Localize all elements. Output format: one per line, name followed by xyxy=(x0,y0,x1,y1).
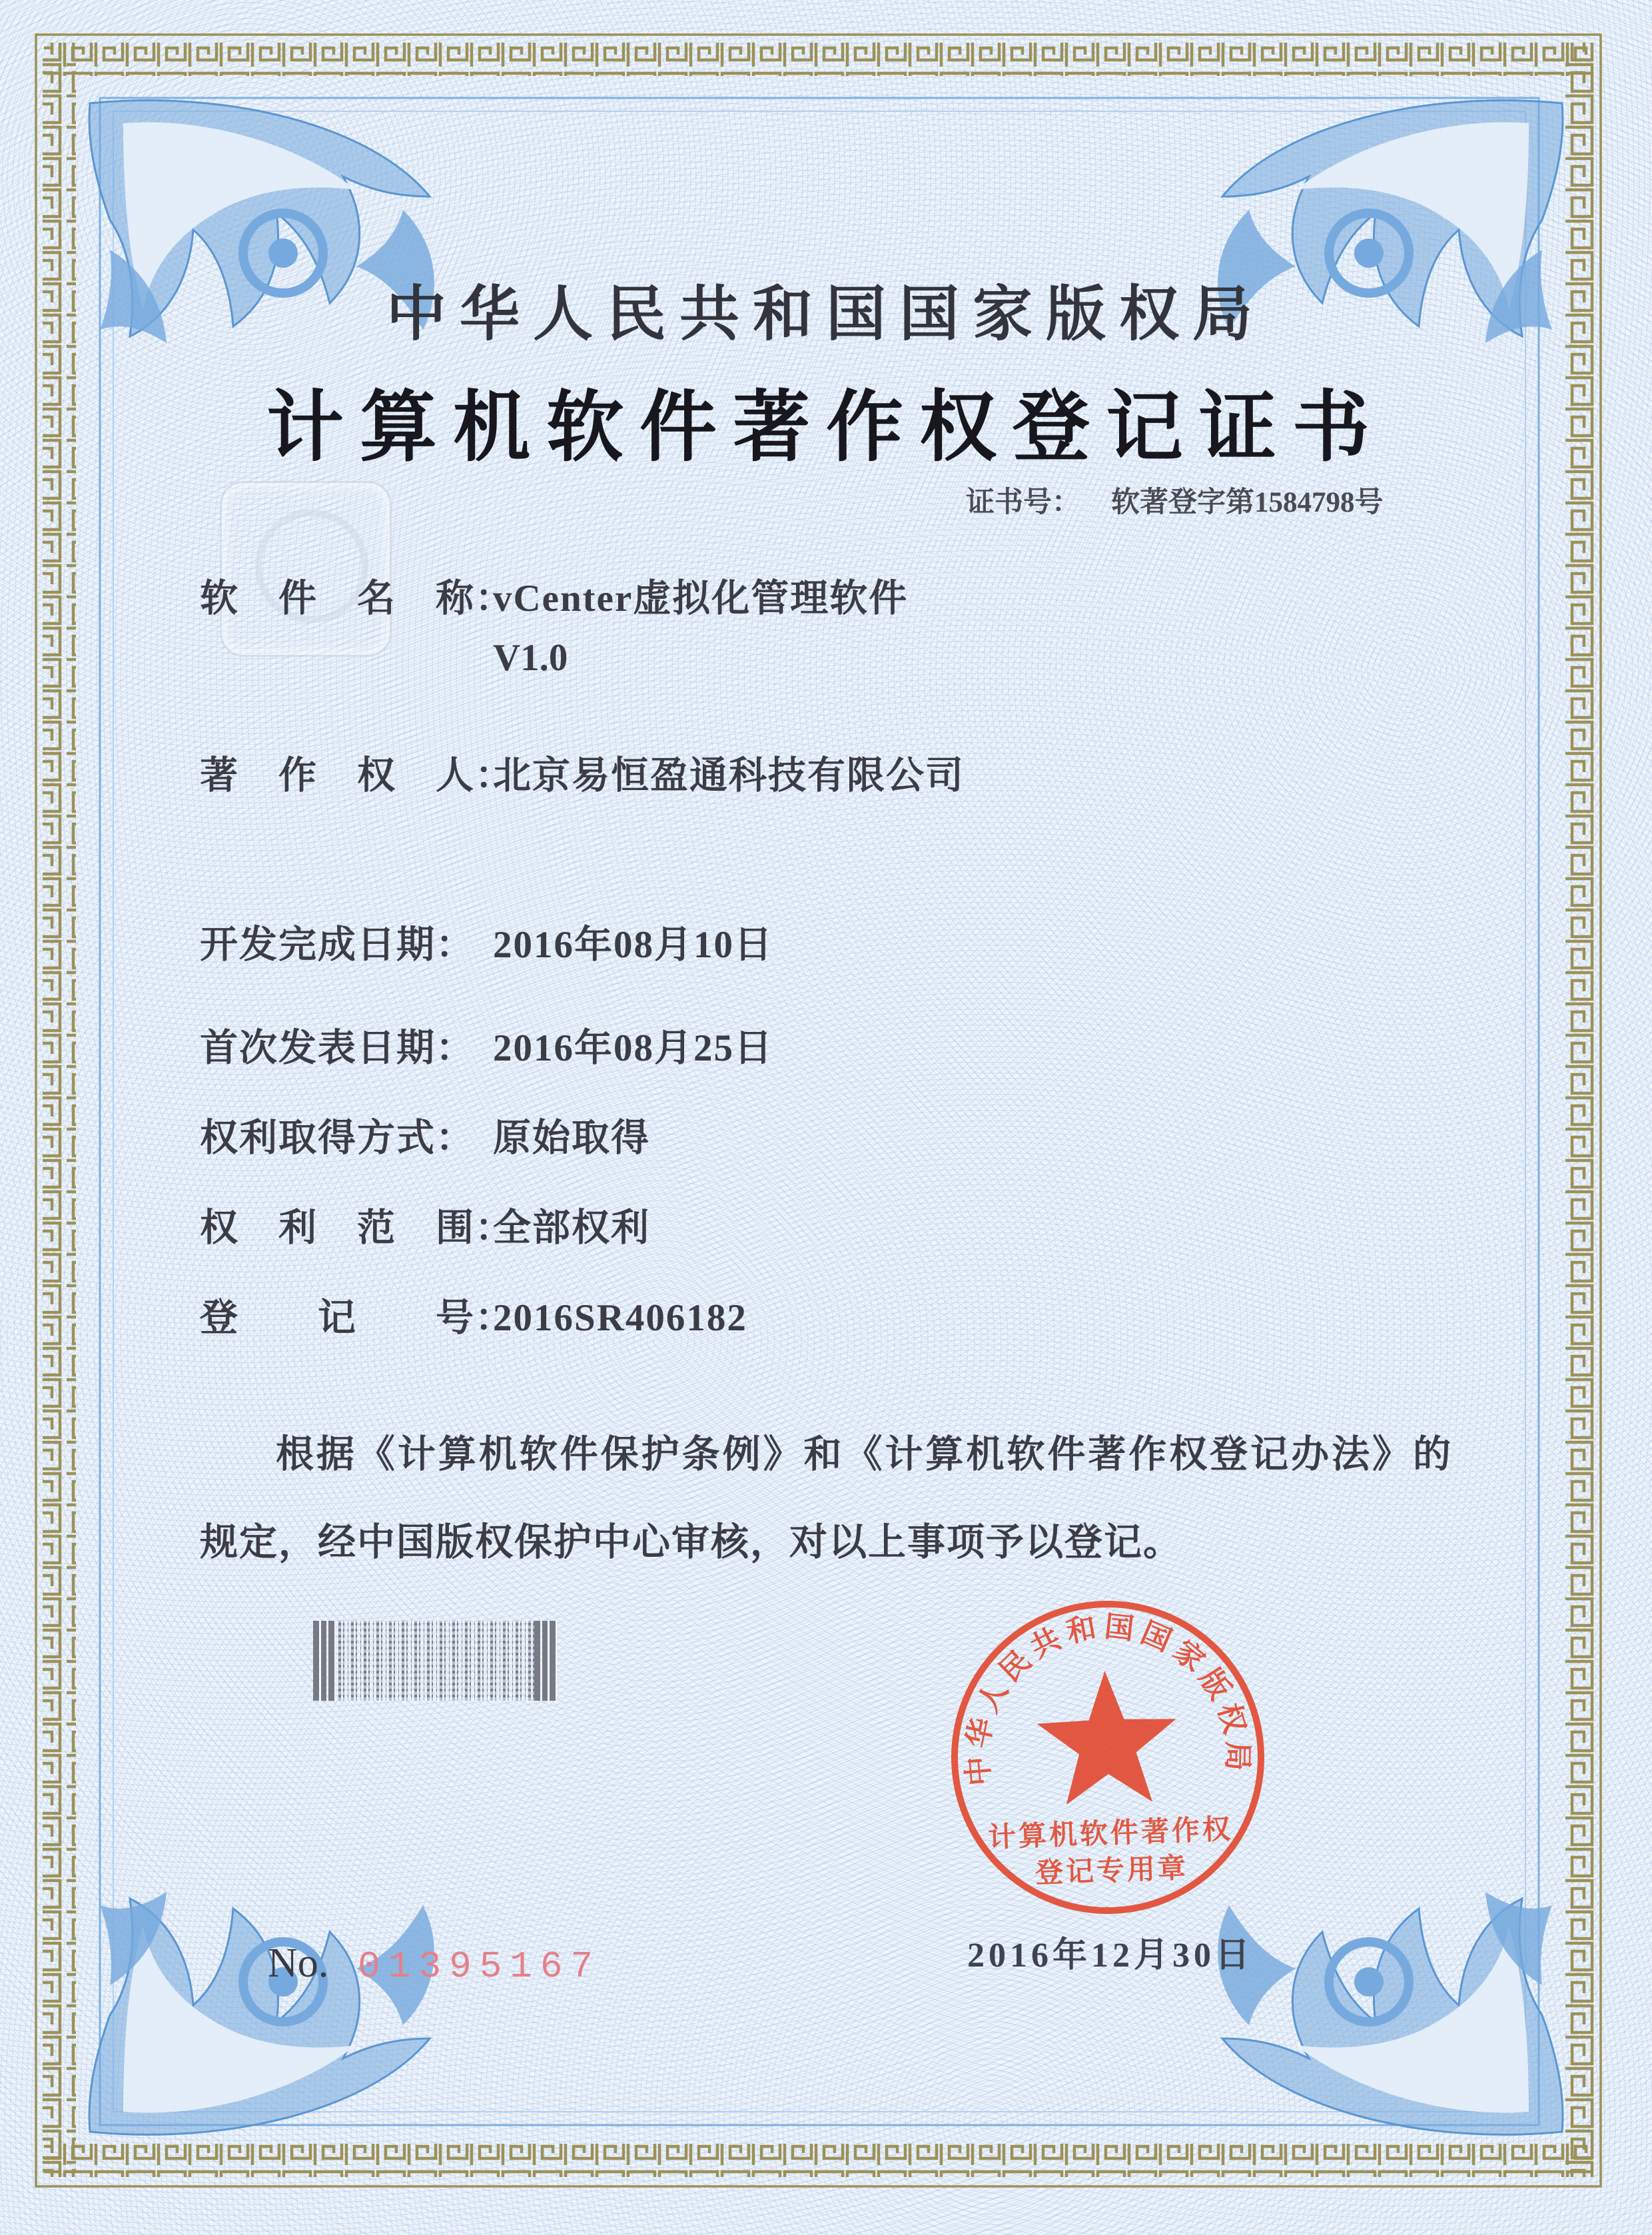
field-label: 权 利 范 围： xyxy=(200,1207,514,1249)
serial-number: 01395167 xyxy=(358,1945,602,1988)
registration-statement: 根据《计算机软件保护条例》和《计算机软件著作权登记办法》的规定，经中国版权保护中心审核，对以上事项予以登记。 xyxy=(200,1434,1452,1564)
field-value: vCenter虚拟化管理软件 xyxy=(493,578,909,620)
serial-label: No. xyxy=(268,1941,329,1986)
corner-ornament-bottom-left xyxy=(89,1892,434,2134)
certificate-number-value: 软著登字第1584798号 xyxy=(1111,487,1384,518)
stamp-caption-line1: 计算机软件著作权 xyxy=(987,1814,1234,1854)
field-first-publish-date xyxy=(200,1017,773,1072)
stamp-ring-text: 中华人民共和国国家版权局 xyxy=(961,1609,1254,1787)
field-label: 著 作 权 人： xyxy=(200,755,514,797)
field-label: 权利取得方式： xyxy=(200,1117,475,1159)
key-band-right xyxy=(1561,43,1594,2177)
issue-date: 2016年12月30日 xyxy=(967,1937,1254,1975)
field-registration-number xyxy=(200,1287,747,1342)
field-value: 2016年08月10日 xyxy=(493,924,773,966)
field-label: 开发完成日期： xyxy=(200,924,475,966)
field-label: 登 记 号： xyxy=(200,1297,514,1339)
pdf417-barcode xyxy=(313,1621,553,1701)
field-value: 2016SR406182 xyxy=(493,1297,747,1339)
field-label: 软 件 名 称： xyxy=(200,578,514,620)
corner-ornament-bottom-right xyxy=(1218,1892,1563,2134)
certificate-number-label: 证书号： xyxy=(966,487,1080,518)
field-software-name xyxy=(200,568,908,622)
serial-number-line xyxy=(268,1940,601,1988)
field-value: 原始取得 xyxy=(493,1117,650,1159)
key-band-top xyxy=(44,43,1593,76)
field-value: 北京易恒盈通科技有限公司 xyxy=(493,755,965,797)
official-red-stamp xyxy=(929,1578,1287,1937)
field-copyright-owner xyxy=(200,745,965,799)
key-band-left xyxy=(43,43,76,2177)
field-label: 首次发表日期： xyxy=(200,1027,475,1069)
field-rights-scope xyxy=(200,1197,650,1252)
field-value: 2016年08月25日 xyxy=(493,1027,773,1069)
field-software-version: V1.0 xyxy=(493,637,568,679)
key-band-bottom xyxy=(44,2144,1593,2177)
stamp-caption-line2: 登记专用章 xyxy=(1034,1853,1189,1889)
issuer-title: 中华人民共和国国家版权局 xyxy=(386,282,1266,348)
certificate-number-line xyxy=(966,480,1384,520)
field-rights-acquisition xyxy=(200,1107,650,1162)
certificate-title: 计算机软件著作权登记证书 xyxy=(266,386,1386,471)
field-value: 全部权利 xyxy=(493,1207,650,1249)
field-dev-complete-date xyxy=(200,914,773,969)
stamp-star-icon xyxy=(1035,1668,1179,1805)
